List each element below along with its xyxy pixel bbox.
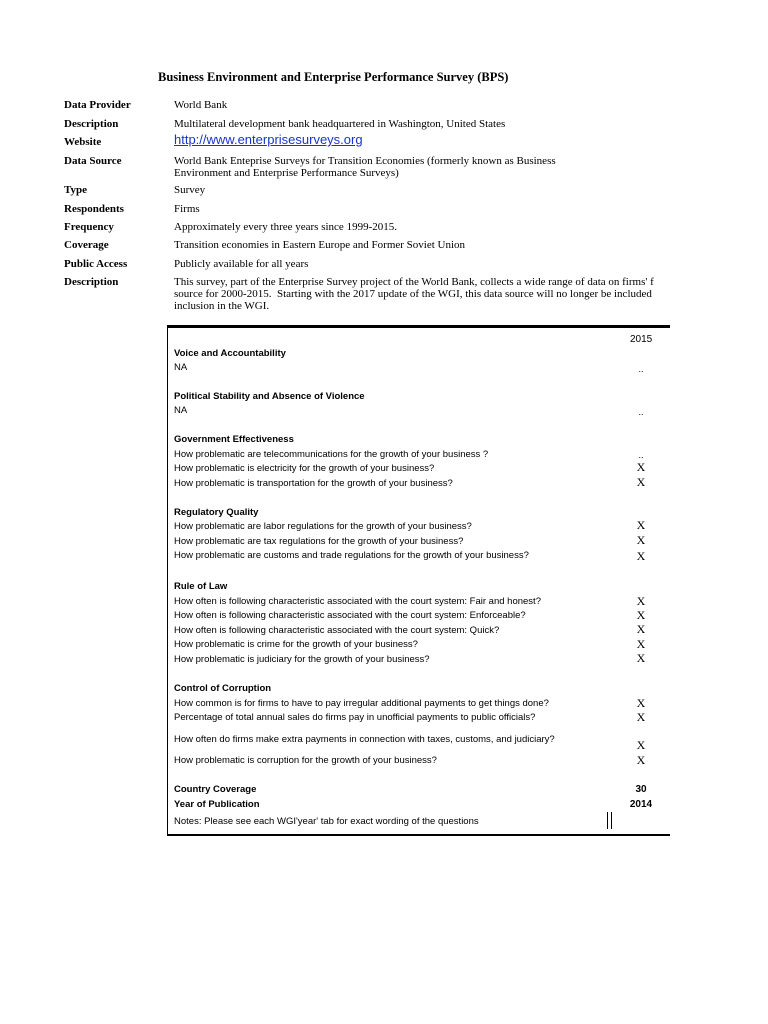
meta-value: Survey: [174, 184, 206, 196]
meta-label: Data Source: [64, 155, 122, 167]
meta-label: Data Provider: [64, 99, 131, 111]
availability-mark: X: [636, 460, 646, 474]
notes-divider: [607, 812, 612, 829]
question-text: How problematic are telecommunications for the growth of your business ?: [174, 449, 489, 460]
indicator-heading: Political Stability and Absence of Violence: [174, 391, 365, 402]
year-column-header: 2015: [630, 334, 653, 345]
indicator-heading: Control of Corruption: [174, 683, 272, 694]
indicator-heading: Regulatory Quality: [174, 507, 259, 518]
question-text: How problematic are tax regulations for the growth of your business?: [174, 536, 464, 547]
meta-label: Coverage: [64, 239, 109, 251]
meta-label: Type: [64, 184, 88, 196]
document-title: Business Environment and Enterprise Performance Survey (BPS): [158, 70, 509, 84]
availability-mark: X: [636, 533, 646, 547]
indicator-heading: Rule of Law: [174, 581, 228, 592]
availability-mark: X: [636, 753, 646, 767]
meta-label: Description: [64, 276, 119, 288]
meta-value: World Bank: [174, 99, 228, 111]
meta-label: Respondents: [64, 203, 124, 215]
availability-mark: X: [636, 608, 646, 622]
availability-mark: X: [636, 622, 646, 636]
availability-mark: X: [636, 475, 646, 489]
missing-mark: ..: [638, 364, 644, 374]
meta-value: World Bank Enteprise Surveys for Transition Economies (formerly known as Business Environment and Enterprise Performance Surveys): [174, 155, 556, 179]
availability-mark: X: [636, 651, 646, 665]
question-text: How problematic is electricity for the growth of your business?: [174, 463, 435, 474]
availability-mark: X: [636, 549, 646, 563]
question-text: How often is following characteristic associated with the court system: Enforceable?: [174, 610, 526, 621]
availability-mark: X: [636, 637, 646, 651]
question-text: How problematic is corruption for the growth of your business?: [174, 755, 437, 766]
meta-value: This survey, part of the Enterprise Survey project of the World Bank, collects a wide range of data on firms' f source for 2000-2015. Starting with the 2017 update of the WGI, this data source will no longer be included inclusion in the WGI.: [174, 276, 654, 312]
question-text: NA: [174, 405, 188, 416]
table-notes: Notes: Please see each WGI'year' tab for exact wording of the questions: [174, 816, 479, 827]
question-text: Percentage of total annual sales do firms pay in unofficial payments to public officials?: [174, 712, 536, 723]
meta-label: Website: [64, 136, 102, 148]
meta-value: Firms: [174, 203, 200, 215]
meta-label: Frequency: [64, 221, 114, 233]
meta-label: Description: [64, 118, 119, 130]
indicator-heading: Voice and Accountability: [174, 348, 286, 359]
question-text: How problematic is crime for the growth of your business?: [174, 639, 418, 650]
question-text: NA: [174, 362, 188, 373]
year-of-publication-value: 2014: [629, 799, 653, 810]
meta-value: Transition economies in Eastern Europe and Former Soviet Union: [174, 239, 466, 251]
meta-value: Publicly available for all years: [174, 258, 309, 270]
question-text: How problematic are customs and trade regulations for the growth of your business?: [174, 550, 529, 561]
availability-mark: X: [636, 594, 646, 608]
availability-mark: X: [636, 710, 646, 724]
country-coverage-label: Country Coverage: [174, 784, 257, 795]
missing-mark: ..: [638, 450, 644, 460]
meta-label: Public Access: [64, 258, 128, 270]
question-text: How often is following characteristic associated with the court system: Fair and honest?: [174, 596, 541, 607]
missing-mark: ..: [638, 407, 644, 417]
question-text: How common is for firms to have to pay irregular additional payments to get things done?: [174, 698, 549, 709]
availability-mark: X: [636, 738, 646, 752]
country-coverage-value: 30: [635, 784, 647, 795]
question-text: How problematic are labor regulations for the growth of your business?: [174, 521, 472, 532]
website-link[interactable]: http://www.enterprisesurveys.org: [174, 132, 363, 147]
question-text: How often is following characteristic associated with the court system: Quick?: [174, 625, 500, 636]
year-of-publication-label: Year of Publication: [174, 799, 260, 810]
availability-mark: X: [636, 518, 646, 532]
question-text: How problematic is transportation for the growth of your business?: [174, 478, 453, 489]
indicator-heading: Government Effectiveness: [174, 434, 294, 445]
availability-mark: X: [636, 696, 646, 710]
meta-value: Multilateral development bank headquartered in Washington, United States: [174, 118, 506, 130]
meta-value: Approximately every three years since 1999-2015.: [174, 221, 397, 233]
question-text: How problematic is judiciary for the growth of your business?: [174, 654, 430, 665]
question-text: How often do firms make extra payments in connection with taxes, customs, and judiciary?: [174, 734, 555, 745]
